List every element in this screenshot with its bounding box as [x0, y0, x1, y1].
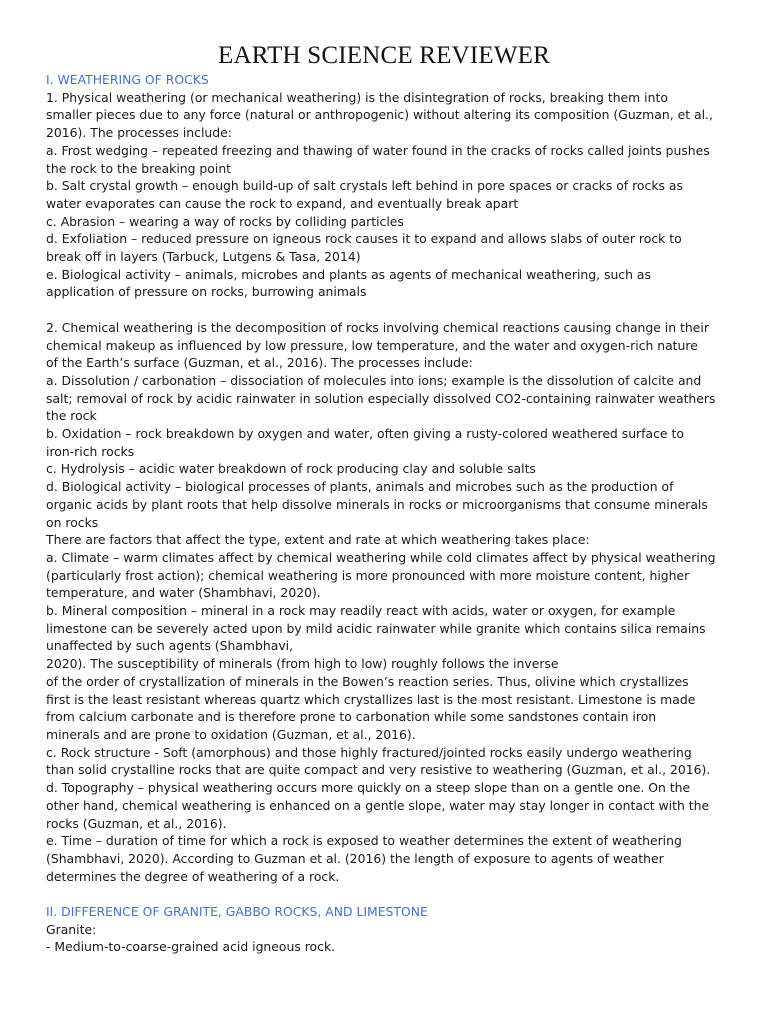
text-line: unaffected by such agents (Shambhavi, [46, 638, 294, 654]
text-line: from calcium carbonate and is therefore prone to carbonation while some sandstones contain iron [46, 709, 657, 725]
text-line: - Medium-to-coarse-grained acid igneous rock. [46, 939, 336, 955]
text-line: b. Salt crystal growth – enough build-up of salt crystals left behind in pore spaces or cracks of rocks as [46, 178, 683, 194]
text-line: minerals and are prone to oxidation (Guzman, et al., 2016). [46, 727, 416, 742]
text-line: iron-rich rocks [46, 443, 135, 459]
paragraph-physical-weathering [46, 89, 726, 301]
text-line: water evaporates can cause the rock to expand, and eventually break apart [46, 195, 519, 211]
text-line: of the Earth’s surface (Guzman, et al., 2016). The processes include: [46, 355, 473, 371]
document-title: EARTH SCIENCE REVIEWER [217, 42, 551, 69]
text-line: c. Abrasion – wearing a way of rocks by colliding particles [46, 213, 404, 229]
text-line: salt; removal of rock by acidic rainwater in solution especially dissolved CO2-containing rainwater weathers [46, 390, 716, 406]
text-line: c. Rock structure - Soft (amorphous) and those highly fractured/jointed rocks easily undergo weathering [46, 744, 692, 760]
text-line: limestone can be severely acted upon by mild acidic rainwater while granite which contains silica remains [46, 620, 706, 636]
text-line: (Shambhavi, 2020). According to Guzman et al. (2016) the length of exposure to agents of weather [46, 850, 664, 866]
text-line: d. Exfoliation – reduced pressure on igneous rock causes it to expand and allows slabs of outer rock to [46, 231, 682, 247]
text-line: than solid crystalline rocks that are quite compact and very resistive to weathering (Guzman, et al., 2016). [46, 762, 711, 778]
text-line: d. Topography – physical weathering occurs more quickly on a steep slope than on a gentle one. On the [46, 780, 691, 796]
text-line: rocks (Guzman, et al., 2016). [46, 815, 227, 831]
text-line: e. Time – duration of time for which a rock is exposed to weather determines the extent of weathering [46, 833, 682, 849]
text-line: application of pressure on rocks, burrowing animals [46, 284, 367, 300]
text-line: d. Biological activity – biological processes of plants, animals and microbes such as the production of [46, 479, 674, 495]
text-line: 2. Chemical weathering is the decomposition of rocks involving chemical reactions causing change in their [46, 319, 709, 335]
paragraph-spacer [46, 301, 726, 319]
text-line: b. Oxidation – rock breakdown by oxygen and water, often giving a rusty-colored weathered surface to [46, 426, 684, 442]
text-line: b. Mineral composition – mineral in a rock may readily react with acids, water or oxygen, for example [46, 603, 676, 619]
text-line: the rock [46, 408, 97, 424]
document-body [46, 71, 726, 956]
text-line: a. Climate – warm climates affect by chemical weathering while cold climates affect by physical weathering [46, 549, 716, 565]
text-line: of the order of crystallization of minerals in the Bowen’s reaction series. Thus, olivine which crystallizes [46, 673, 689, 689]
text-line: c. Hydrolysis – acidic water breakdown of rock producing clay and soluble salts [46, 461, 536, 477]
text-line: break off in layers (Tarbuck, Lutgens & Tasa, 2014) [46, 249, 361, 265]
paragraph-chemical-weathering [46, 319, 726, 886]
text-line: 2020). The susceptibility of minerals (from high to low) roughly follows the inverse [46, 656, 559, 672]
text-line: a. Frost wedging – repeated freezing and thawing of water found in the cracks of rocks called joints pushes [46, 142, 710, 158]
text-line: e. Biological activity – animals, microbes and plants as agents of mechanical weathering, such as [46, 266, 651, 282]
text-line: temperature, and water (Shambhavi, 2020). [46, 585, 321, 601]
text-line: the rock to the breaking point [46, 160, 232, 176]
text-line: first is the least resistant whereas quartz which crystallizes last is the most resistant. Limestone is made [46, 691, 696, 707]
text-line: smaller pieces due to any force (natural or anthropogenic) without altering its composition (Guzman, et al., [46, 107, 713, 123]
text-line: (particularly frost action); chemical weathering is more pronounced with more moisture content, higher [46, 567, 690, 583]
text-line: other hand, chemical weathering is enhanced on a gentle slope, water may stay longer in contact with the [46, 797, 710, 813]
text-line: Granite: [46, 921, 97, 937]
text-line: organic acids by plant roots that help dissolve minerals in rocks or microorganisms that consume minerals [46, 496, 708, 512]
section-heading-rock-differences: II. DIFFERENCE OF GRANITE, GABBO ROCKS, AND LIMESTONE [46, 904, 428, 920]
paragraph-spacer [46, 885, 726, 903]
text-line: determines the degree of weathering of a rock. [46, 868, 340, 884]
text-line: 1. Physical weathering (or mechanical weathering) is the disintegration of rocks, breaking them into [46, 89, 668, 105]
text-line: 2016). The processes include: [46, 125, 232, 141]
text-line: chemical makeup as influenced by low pressure, low temperature, and the water and oxygen-rich nature [46, 337, 698, 353]
text-line: a. Dissolution / carbonation – dissociation of molecules into ions; example is the dissolution of calcite and [46, 372, 702, 388]
text-line: on rocks [46, 514, 99, 530]
paragraph-granite [46, 921, 726, 956]
text-line: There are factors that affect the type, extent and rate at which weathering takes place: [46, 532, 590, 548]
section-heading-weathering: I. WEATHERING OF ROCKS [46, 72, 209, 87]
